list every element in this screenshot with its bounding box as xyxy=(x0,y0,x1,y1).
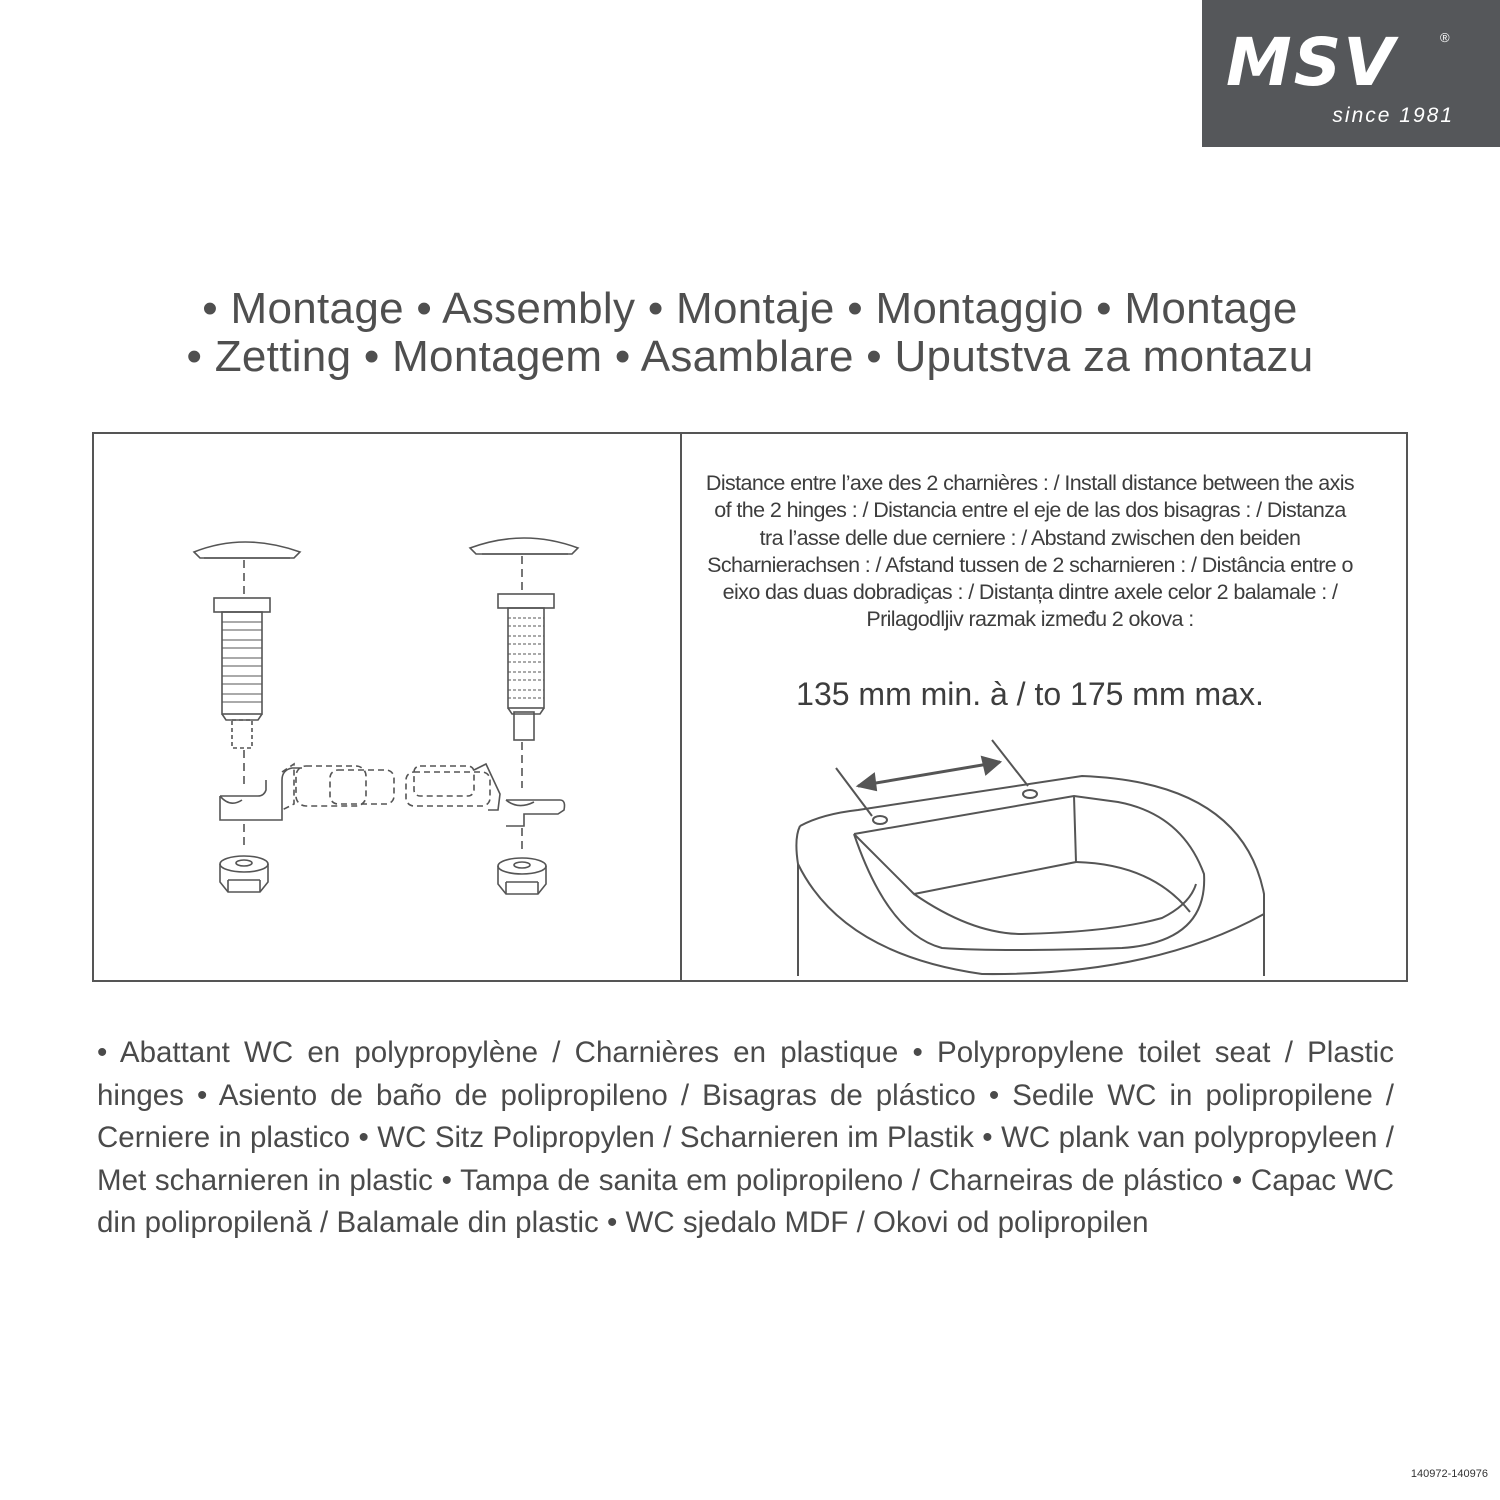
left-hinge-parts xyxy=(194,542,302,892)
registered-mark: ® xyxy=(1440,30,1450,45)
left-hinge-bracket xyxy=(220,768,302,820)
brand-logo-text: MSV xyxy=(1226,24,1397,101)
right-fixing-nut xyxy=(498,858,546,874)
product-reference: 140972-140976 xyxy=(1410,1468,1488,1480)
product-description: • Abattant WC en polypropylène / Charnières en plastique • Polypropylene toilet seat / Plastic hinges • Asiento de baño de polipropileno / Bisagras de plástico • Sedile WC in polipropilene / Cerniere in plastico • WC Sitz Polipropylen / Scharnieren im Plastik • WC plank van polypropyleen / Met scharnieren in plastic • Tampa de sanita em polipropileno / Charneiras de plástico • Capac WC din polipropilenă / Balamale din plastic • WC sjedalo MDF / Okovi od polipropilen xyxy=(97,1036,1394,1239)
right-bolt-body xyxy=(508,608,544,708)
right-hinge-hole xyxy=(1023,790,1037,798)
left-bolt-head xyxy=(214,598,270,612)
right-bolt-head xyxy=(498,594,554,608)
assembly-heading-line-1: • Montage • Assembly • Montaje • Montaggio • Montage xyxy=(202,284,1298,333)
right-hinge-bracket xyxy=(506,800,565,826)
hinge-distance-range: 135 mm min. à / to 175 mm max. xyxy=(796,676,1264,712)
assembly-heading-line-2: • Zetting • Montagem • Asamblare • Uputstva za montazu xyxy=(186,332,1314,381)
hinge-distance-text: Distance entre l’axe des 2 charnières : / Install distance between the axis of the 2 hinges : / Distancia entre el eje de las dos bisagras : / Distanza tra l’asse delle due cerniere : / Abstand zwischen den beiden Scharnierachsen : / Afstand tussen de 2 scharnieren : / Distância entre o eixo das duas dobradiças : / Distanța dintre axele celor 2 balamale : / Prilagodljiv razmak između 2 okova : xyxy=(705,471,1355,632)
distance-arrow xyxy=(836,740,1028,816)
left-fixing-nut xyxy=(220,856,268,872)
left-cover-cap xyxy=(194,542,300,558)
right-cover-cap xyxy=(470,538,578,554)
hinge-assembly-diagram xyxy=(94,434,680,976)
brand-since: since 1981 xyxy=(1332,104,1454,127)
hinge-rod xyxy=(282,764,490,810)
right-hinge-parts xyxy=(470,538,578,894)
left-bolt-body xyxy=(222,612,262,714)
toilet-bowl-diagram xyxy=(682,434,1404,976)
toilet-rim xyxy=(800,776,1264,976)
left-hinge-hole xyxy=(873,816,887,824)
